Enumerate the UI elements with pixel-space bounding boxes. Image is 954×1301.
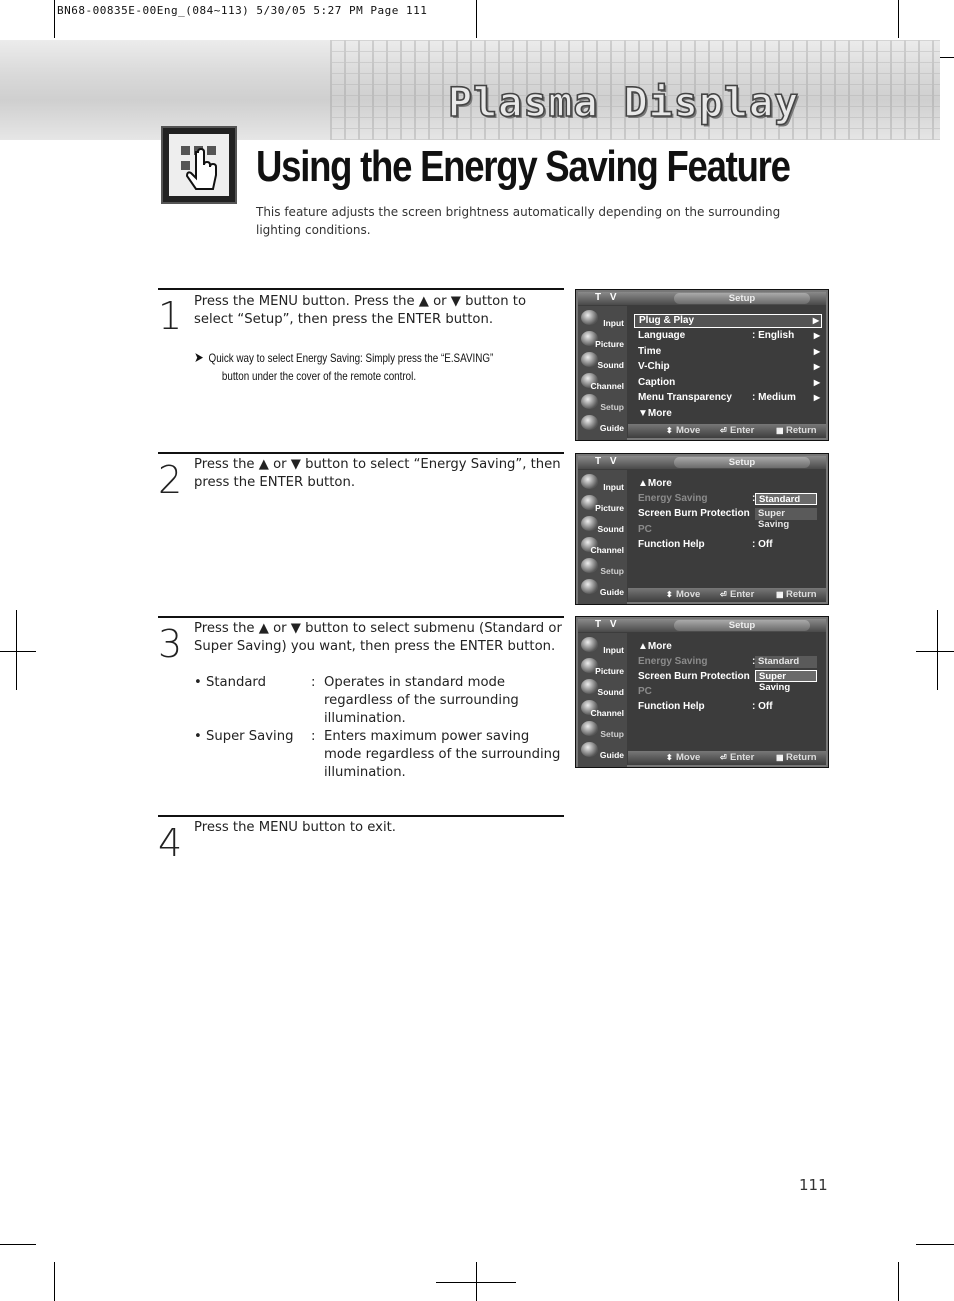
- osd-sidebar-picture[interactable]: [578, 656, 627, 677]
- setup-icon: [581, 394, 598, 409]
- osd-menu-function-help[interactable]: [634, 538, 822, 552]
- enter-icon: ⏎: [720, 590, 727, 599]
- osd-sidebar-label: Channel: [590, 545, 624, 555]
- osd-sidebar-label: Guide: [599, 423, 624, 433]
- osd-row-label: V-Chip: [638, 361, 670, 372]
- osd-sidebar-sound[interactable]: [578, 677, 627, 698]
- osd-sidebar: [578, 633, 627, 767]
- guide-icon: [581, 579, 598, 594]
- osd-sidebar-label: Sound: [597, 360, 624, 370]
- up-down-arrows-icon: ⬍: [666, 753, 673, 762]
- sound-icon: [581, 352, 598, 367]
- step-3-number: 3: [158, 622, 183, 666]
- osd-sidebar-label: Sound: [597, 524, 624, 534]
- osd-sidebar-guide[interactable]: [578, 413, 627, 434]
- tip-line-2: button under the cover of the remote control.: [221, 369, 417, 383]
- setup-icon: [581, 721, 598, 736]
- osd-sidebar-label: Input: [603, 318, 624, 328]
- osd-row-label: Screen Burn Protection: [638, 508, 750, 519]
- banner-title: Plasma Display: [448, 80, 800, 126]
- step-1-tip: [194, 348, 497, 385]
- step-3-rule: [158, 616, 564, 618]
- osd-row-label: Time: [638, 346, 662, 357]
- osd-move-label: Move: [676, 589, 701, 600]
- osd-row-label: Screen Burn Protection: [638, 671, 750, 682]
- step-4-rule: [158, 815, 564, 817]
- osd-enter-label: Enter: [730, 589, 755, 600]
- osd-sidebar-input[interactable]: [578, 308, 627, 329]
- osd-sidebar: [578, 306, 627, 440]
- osd-tv-label: T V: [595, 292, 620, 303]
- osd-row-label: PC: [638, 686, 652, 697]
- osd-menu-more[interactable]: [634, 477, 822, 491]
- osd-menu-function-help[interactable]: [634, 700, 822, 714]
- right-arrow-icon: ▶: [813, 362, 820, 371]
- osd-tv-label: T V: [595, 456, 620, 467]
- step-4-text: Press the MENU button to exit.: [194, 820, 396, 835]
- osd-sidebar-setup[interactable]: [578, 392, 627, 413]
- osd-menu-screen-burn[interactable]: [634, 670, 752, 684]
- osd-sidebar-channel[interactable]: [578, 698, 627, 719]
- osd-sidebar-input[interactable]: [578, 472, 627, 493]
- hand-pointer-icon: [161, 126, 237, 204]
- osd-sidebar-channel[interactable]: [578, 371, 627, 392]
- step-4-number: 4: [158, 821, 183, 865]
- osd-enter-label: Enter: [730, 425, 755, 436]
- osd-row-label: ▼More: [638, 408, 672, 419]
- option-standard-colon: :: [311, 675, 316, 690]
- osd-sidebar-label: Input: [603, 482, 624, 492]
- osd-sidebar-label: Setup: [600, 402, 624, 412]
- osd-sidebar-label: Setup: [600, 566, 624, 576]
- osd-row-label: Plug & Play: [639, 315, 695, 326]
- osd-menu-pc: [634, 685, 822, 699]
- step-2-number: 2: [158, 458, 183, 502]
- right-arrow-icon: ▶: [813, 393, 820, 402]
- osd-row-value: : English: [752, 330, 795, 341]
- sound-icon: [581, 516, 598, 531]
- step-1-text: Press the MENU button. Press the ▲ or ▼ button to select “Setup”, then press the ENTER button.: [194, 294, 527, 327]
- osd-sidebar-label: Sound: [597, 687, 624, 697]
- step-1-rule: [158, 288, 564, 290]
- osd-enter-label: Enter: [730, 752, 755, 763]
- banner: [0, 40, 940, 140]
- osd-sidebar-picture[interactable]: [578, 329, 627, 350]
- osd-sidebar-label: Picture: [595, 503, 624, 513]
- osd-move-label: Move: [676, 752, 701, 763]
- print-header: BN68-00835E-00Eng_(084~113) 5/30/05 5:27 PM Page 111: [57, 4, 428, 17]
- osd-return-label: Return: [786, 425, 817, 436]
- osd-return-label: Return: [786, 589, 817, 600]
- osd-row-label: Energy Saving: [638, 656, 708, 667]
- osd-row-label: Language: [638, 330, 686, 341]
- tip-line-1: Quick way to select Energy Saving: Simply press the “E.SAVING”: [208, 351, 494, 365]
- setup-icon: [581, 558, 598, 573]
- osd-sidebar-setup[interactable]: [578, 719, 627, 740]
- osd-sidebar-sound[interactable]: [578, 514, 627, 535]
- osd-option-super-saving[interactable]: Super Saving: [755, 508, 817, 520]
- osd-menu-more[interactable]: [634, 640, 822, 654]
- osd-row-value: : Off: [752, 701, 773, 712]
- osd-row-label: Function Help: [638, 539, 705, 550]
- osd-sidebar-guide[interactable]: [578, 577, 627, 598]
- osd-sidebar-label: Guide: [599, 587, 624, 597]
- osd-sidebar-picture[interactable]: [578, 493, 627, 514]
- osd-row-colon: :: [752, 493, 756, 504]
- osd-bottom-bar: [628, 751, 826, 765]
- osd-menu-pc: [634, 523, 822, 537]
- right-arrow-icon: ▶: [813, 347, 820, 356]
- osd-menu-title: Setup: [674, 457, 810, 468]
- osd-row-label: Menu Transparency: [638, 392, 732, 403]
- step-1-number: 1: [158, 294, 183, 338]
- osd-sidebar-label: Picture: [595, 339, 624, 349]
- up-down-arrows-icon: ⬍: [666, 590, 673, 599]
- enter-icon: ⏎: [720, 753, 727, 762]
- menu-grid-icon: ▦: [776, 753, 784, 762]
- osd-move-label: Move: [676, 425, 701, 436]
- option-standard-label: • Standard: [194, 675, 266, 690]
- osd-menu-more[interactable]: [634, 407, 822, 421]
- option-standard-desc: Operates in standard mode regardless of the surrounding illumination.: [324, 675, 519, 726]
- osd-menu-vchip[interactable]: [634, 360, 822, 374]
- osd-sidebar-sound[interactable]: [578, 350, 627, 371]
- option-super-saving-label: • Super Saving: [194, 729, 294, 744]
- osd-sidebar-label: Picture: [595, 666, 624, 676]
- osd-option-super-saving[interactable]: Super Saving: [755, 670, 817, 682]
- osd-menu-title: Setup: [674, 620, 810, 631]
- osd-return-label: Return: [786, 752, 817, 763]
- tip-arrow-icon: ➤: [194, 349, 204, 365]
- page-title: Using the Energy Saving Feature: [256, 142, 790, 191]
- guide-icon: [581, 415, 598, 430]
- osd-menu-language[interactable]: [634, 329, 822, 343]
- osd-sidebar-label: Input: [603, 645, 624, 655]
- osd-option-standard[interactable]: Standard: [755, 493, 817, 505]
- up-down-arrows-icon: ⬍: [666, 426, 673, 435]
- guide-icon: [581, 742, 598, 757]
- option-super-saving-colon: :: [311, 729, 316, 744]
- osd-menu-title: Setup: [674, 293, 810, 304]
- osd-sidebar-label: Setup: [600, 729, 624, 739]
- osd-bottom-bar: [628, 588, 826, 602]
- input-icon: [581, 310, 598, 325]
- osd-sidebar-label: Channel: [590, 708, 624, 718]
- osd-screen-energy-saving-standard: [575, 453, 829, 605]
- osd-tv-label: T V: [595, 619, 620, 630]
- osd-sidebar-label: Guide: [599, 750, 624, 760]
- osd-menu-caption[interactable]: [634, 376, 822, 390]
- osd-row-label: ▲More: [638, 641, 672, 652]
- right-arrow-icon: ▶: [813, 378, 820, 387]
- osd-option-standard[interactable]: Standard: [755, 656, 817, 668]
- osd-screen-setup-menu: [575, 289, 829, 441]
- option-super-saving-desc: Enters maximum power saving mode regardless of the surrounding illumination.: [324, 729, 561, 780]
- input-icon: [581, 474, 598, 489]
- osd-row-label: Function Help: [638, 701, 705, 712]
- osd-row-label: Energy Saving: [638, 493, 708, 504]
- step-2-rule: [158, 452, 564, 454]
- menu-grid-icon: ▦: [776, 590, 784, 599]
- osd-sidebar-setup[interactable]: [578, 556, 627, 577]
- osd-row-value: : Medium: [752, 392, 796, 403]
- osd-row-colon: :: [752, 656, 756, 667]
- osd-row-label: PC: [638, 524, 652, 535]
- page-number: 111: [799, 1176, 828, 1194]
- osd-row-value: : Off: [752, 539, 773, 550]
- osd-row-label: ▲More: [638, 478, 672, 489]
- osd-sidebar: [578, 470, 627, 604]
- osd-menu-screen-burn[interactable]: [634, 507, 752, 521]
- input-icon: [581, 637, 598, 652]
- osd-sidebar-label: Channel: [590, 381, 624, 391]
- osd-menu-plug-and-play[interactable]: [634, 314, 822, 328]
- osd-menu-transparency[interactable]: [634, 391, 822, 405]
- intro-text: This feature adjusts the screen brightness automatically depending on the surrounding lighting conditions.: [256, 205, 781, 237]
- enter-icon: ⏎: [720, 426, 727, 435]
- step-2-text: Press the ▲ or ▼ button to select “Energy Saving”, then press the ENTER button.: [194, 457, 561, 490]
- osd-sidebar-channel[interactable]: [578, 535, 627, 556]
- sound-icon: [581, 679, 598, 694]
- osd-row-label: Caption: [638, 377, 676, 388]
- osd-screen-energy-saving-super: [575, 616, 829, 768]
- step-3-text: Press the ▲ or ▼ button to select submenu (Standard or Super Saving) you want, then press the ENTER button.: [194, 621, 562, 654]
- osd-bottom-bar: [628, 424, 826, 438]
- right-arrow-icon: ▶: [813, 331, 820, 340]
- right-arrow-icon: ▶: [812, 316, 819, 325]
- osd-sidebar-input[interactable]: [578, 635, 627, 656]
- menu-grid-icon: ▦: [776, 426, 784, 435]
- osd-sidebar-guide[interactable]: [578, 740, 627, 761]
- osd-menu-time[interactable]: [634, 345, 822, 359]
